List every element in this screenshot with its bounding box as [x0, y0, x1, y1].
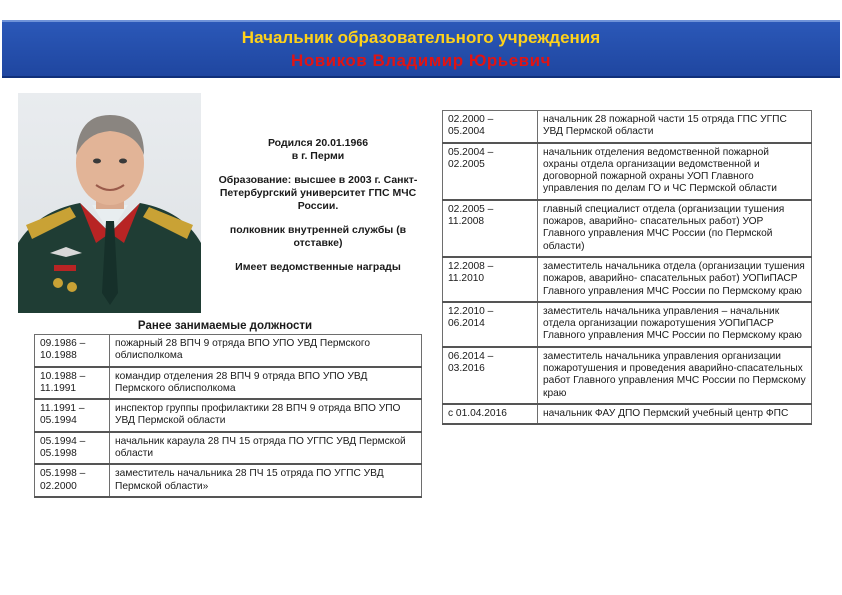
position-cell: начальник ФАУ ДПО Пермский учебный центр ФПС — [538, 404, 812, 424]
position-cell: начальник 28 пожарной части 15 отряда ГПС УГПС УВД Пермской области — [538, 111, 812, 143]
position-cell: начальник отделения ведомственной пожарной охраны отдела организации ведомственной и договорной пожарной охраны УОП Главного управления по делам ГО и ЧС Пермской области — [538, 143, 812, 200]
period-cell: 02.2000 – 05.2004 — [443, 111, 538, 143]
portrait-illustration — [18, 93, 201, 313]
person-name: Новиков Владимир Юрьевич — [291, 51, 551, 70]
previous-positions-table — [34, 334, 422, 498]
education-text: Образование: высшее в 2003 г. Санкт-Петербургский университет ГПС МЧС России. — [218, 174, 418, 212]
career-table — [442, 110, 812, 425]
table-row — [443, 257, 812, 302]
period-cell: 11.1991 – 05.1994 — [35, 399, 110, 432]
header-banner — [2, 20, 840, 78]
period-cell: 10.1988 – 11.1991 — [35, 367, 110, 400]
table-row — [35, 335, 422, 367]
table-row — [35, 432, 422, 465]
table-row — [443, 143, 812, 200]
table-row — [35, 367, 422, 400]
period-cell: 05.2004 – 02.2005 — [443, 143, 538, 200]
page-title: Начальник образовательного учреждения — [241, 28, 601, 47]
position-cell: командир отделения 28 ВПЧ 9 отряда ВПО УПО УВД Пермского облисполкома — [110, 367, 422, 400]
portrait-photo — [18, 93, 201, 313]
table-row — [443, 200, 812, 257]
table-row — [443, 404, 812, 424]
position-cell: заместитель начальника управления – начальник отдела организации пожаротушения УОПиПАСР Главного управления МЧС России по Пермскому краю — [538, 302, 812, 347]
position-cell: начальник караула 28 ПЧ 15 отряда ПО УГПС УВД Пермской области — [110, 432, 422, 465]
period-cell: 05.1994 – 05.1998 — [35, 432, 110, 465]
table-row — [443, 347, 812, 404]
previous-positions-title: Ранее занимаемые должности — [137, 320, 313, 332]
position-cell: заместитель начальника 28 ПЧ 15 отряда ПО УГПС УВД Пермской области» — [110, 464, 422, 497]
period-cell: 02.2005 – 11.2008 — [443, 200, 538, 257]
period-cell: 06.2014 – 03.2016 — [443, 347, 538, 404]
period-cell: 09.1986 – 10.1988 — [35, 335, 110, 367]
table-row — [443, 302, 812, 347]
bio-block — [207, 137, 429, 285]
table-row — [35, 399, 422, 432]
table-row — [443, 111, 812, 143]
birth-date: Родился 20.01.1966 — [267, 137, 369, 149]
position-cell: главный специалист отдела (организации тушения пожаров, аварийно- спасательных работ) УОР Главного управления МЧС России (по Пермской области) — [538, 200, 812, 257]
position-cell: заместитель начальника управления организации пожаротушения и проведения аварийно-спасательных работ Главного управления МЧС России по Пермскому краю — [538, 347, 812, 404]
period-cell: с 01.04.2016 — [443, 404, 538, 424]
birth-place: в г. Перми — [291, 150, 345, 162]
awards-text: Имеет ведомственные награды — [235, 261, 401, 273]
table-row — [35, 464, 422, 497]
period-cell: 12.2010 – 06.2014 — [443, 302, 538, 347]
period-cell: 12.2008 – 11.2010 — [443, 257, 538, 302]
position-cell: заместитель начальника отдела (организации тушения пожаров, аварийно- спасательных работ) УОПиПАСР Главного управления МЧС России по Пермскому краю — [538, 257, 812, 302]
period-cell: 05.1998 – 02.2000 — [35, 464, 110, 497]
rank-text: полковник внутренней службы (в отставке) — [229, 224, 407, 249]
position-cell: инспектор группы профилактики 28 ВПЧ 9 отряда ВПО УПО УВД Пермской области — [110, 399, 422, 432]
position-cell: пожарный 28 ВПЧ 9 отряда ВПО УПО УВД Пермского облисполкома — [110, 335, 422, 367]
